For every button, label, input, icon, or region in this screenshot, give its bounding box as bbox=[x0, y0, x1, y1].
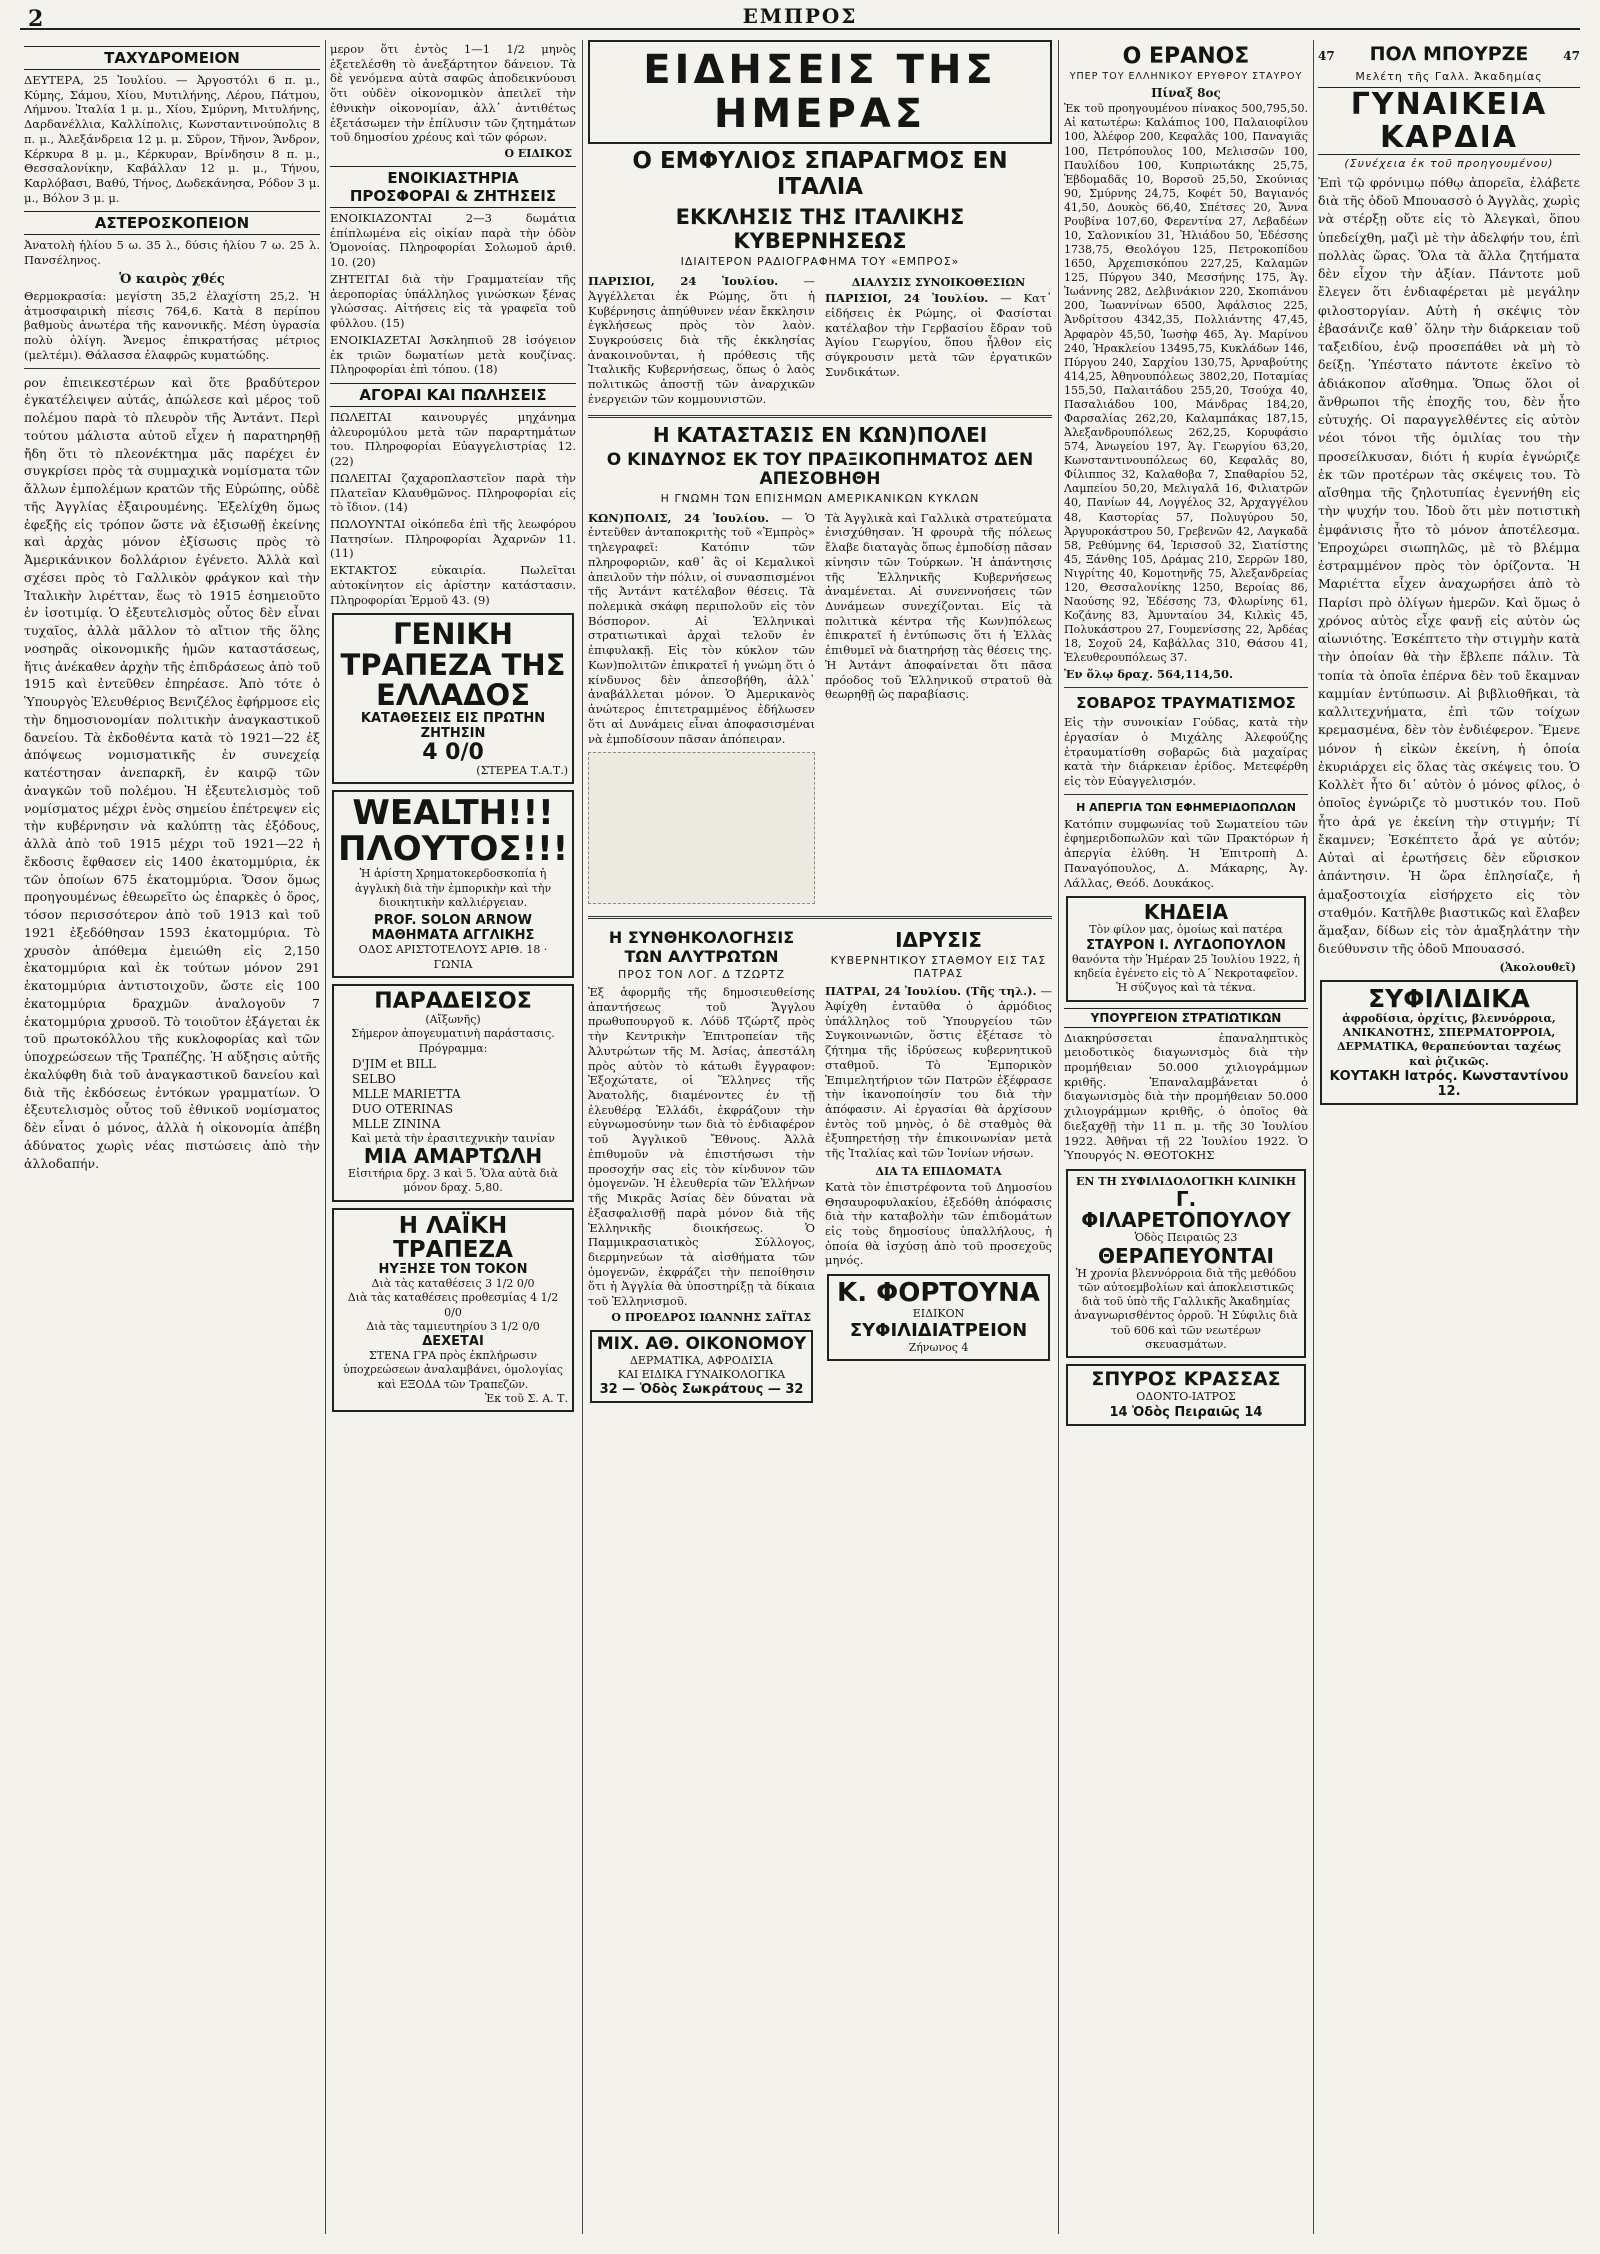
serial-to-be-continued: (Ἀκολουθεῖ) bbox=[1499, 960, 1576, 974]
classified-ad: ΠΩΛΟΥΝΤΑΙ οἰκόπεδα ἐπὶ τῆς λεωφόρου Πατησίων. Πληροφορίαι Ἀχαρνῶν 11. (11) bbox=[330, 516, 576, 561]
clinic-treats: ΘΕΡΑΠΕΥΟΝΤΑΙ bbox=[1098, 1243, 1274, 1268]
radiogram-subtitle: ΙΔΙΑΙΤΕΡΟΝ ΡΑΔΙΟΓΡΑΦΗΜΑ ΤΟΥ «ΕΜΠΡΟΣ» bbox=[680, 255, 960, 269]
paradise-text: Σήμερον ἀπογευματινὴ παράστασις. Πρόγραμμα: bbox=[351, 1027, 555, 1055]
fundraiser-total: Ἐν ὅλῳ δραχ. 564,114,50. bbox=[1064, 667, 1233, 682]
article-signature: Ο ΕΙΔΙΚΟΣ bbox=[504, 147, 572, 161]
venereal-text: ἀφροδίσια, ὀρχίτις, βλεννόρροια, ΑΝΙΚΑΝΟΤΗΣ, ΣΠΕΡΜΑΤΟΡΡΟΙΑ, ΔΕΡΜΑΤΙΚΑ, θεραπεύονται ταχέως καὶ ῥιζικῶς. bbox=[1336, 1011, 1562, 1068]
paradise-ad bbox=[332, 984, 574, 1202]
program-item: MLLE ZININA bbox=[352, 1116, 441, 1131]
doctor-specialty: ΔΕΡΜΑΤΙΚΑ, ΑΦΡΟΔΙΣΙΑ ΚΑΙ ΕΙΔΙΚΑ ΓΥΝΑΙΚΟΛΟΓΙΚΑ bbox=[617, 1353, 786, 1381]
dateline: ΠΑΤΡΑΙ, 24 Ἰουλίου. (Τῆς τηλ.). bbox=[825, 984, 1037, 999]
paradise-title: ΠΑΡΑΔΕΙΣΟΣ bbox=[374, 988, 532, 1014]
wealth-professor: PROF. SOLON ARNOW ΜΑΘΗΜΑΤΑ ΑΓΓΛΙΚΗΣ bbox=[371, 913, 535, 944]
paradise-subtitle: (Αἴξωνῆς) bbox=[425, 1012, 481, 1026]
observatory-text: Ἀνατολὴ ἡλίου 5 ω. 35 λ., δύσις ἡλίου 7 ω. 25 λ. Πανσέληνος. bbox=[24, 238, 320, 268]
story-text: Τὰ Ἀγγλικὰ καὶ Γαλλικὰ στρατεύματα ἐνισχύθησαν. Ἡ φρουρὰ τῆς πόλεως ἔλαβε διαταγὰς ὅπως ἐμποδίσῃ πᾶσαν κίνησιν τῶν Τούρκων. Ἡ ἀπάντησις τῆς Ἑλληνικῆς Κυβερνήσεως ἀναμένεται. Αἱ συνεννοήσεις τῶν Δυνάμεων συνεχίζονται. Εἰς τὰ πολιτικὰ κέντρα τῆς Κων)πόλεως ἐπικρατεῖ ἡ ἐντύπωσις ὅτι ἡ Ἑλλὰς ἐπιθυμεῖ νὰ διατηρήσῃ τὰς θέσεις της. Ἡ Ἀντάντ ἀποφαίνεται ὅτι πᾶσα πρόοδος τοῦ Ἑλληνικοῦ στρατοῦ θὰ θεωρηθῇ ὡς παραβίασις. bbox=[825, 510, 1052, 702]
patras-subtitle: ΚΥΒΕΡΝΗΤΙΚΟΥ ΣΤΑΘΜΟΥ ΕΙΣ ΤΑΣ ΠΑΤΡΑΣ bbox=[830, 954, 1047, 981]
serial-author: ΠΟΛ ΜΠΟΥΡΖΕ bbox=[1369, 43, 1529, 65]
dentist-title: ΟΔΟΝΤΟ-ΙΑΤΡΟΣ bbox=[1136, 1390, 1236, 1404]
news-of-the-day bbox=[588, 40, 1052, 2234]
post-office-text: ΔΕΥΤΕΡΑ, 25 Ἰουλίου. — Ἀργοστόλι 6 π. μ., Κύμης, Σάμου, Χίου, Μυτιλήνης, Λέρου, Πάτμου, Λήμνου. Ἰταλία 1 μ. μ., Χίου, Σμύρνη, Μιτυλήνης, Δαρδανέλλια, Καλλίπολις, Κωνσταντινούπολις 8 π. μ., Ἀλεξάνδρεια 12 μ. μ. Σῦρον, Τῆνον, Ἄνδρον, Κέρκυρα 8 μ. μ., Κέρκυραν, Βρίνδησιν 8 π. μ., Θεσσαλονίκην, Καβάλλαν 12 μ. μ., Τήνου, Καρλόβασι, Βαθύ, Τήνος, Δωδεκάνησα, Ρόδον 3 μ. μ., Βόλον 3 μ. μ. bbox=[24, 73, 320, 205]
program-item: MLLE MARIETTA bbox=[352, 1086, 461, 1101]
headline-founding: ΙΔΡΥΣΙΣ bbox=[895, 928, 982, 953]
popular-bank-signature: Ἐκ τοῦ Σ. Α. Τ. bbox=[484, 1392, 568, 1406]
story-text: — Κατ᾽ εἰδήσεις ἐκ Ρώμης, οἱ Φασίσται κατέλαβον τὴν Γερβασίου ἔδραν τοῦ Ἀγίου Γεωργίου, ὅπου ἦλθον εἰς σύγκρουσιν μετὰ τῶν ἐργατικῶν Συνδικάτων. bbox=[825, 291, 1052, 379]
general-bank-signature: (ΣΤΕΡΕΑ Τ.Α.Τ.) bbox=[476, 763, 568, 777]
general-bank-rate: 4 0/0 bbox=[422, 739, 484, 765]
classified-ad: ΠΩΛΕΙΤΑΙ ζαχαροπλαστεῖον παρὰ τὴν Πλατεῖαν Κλαυθμῶνος. Πληροφορίαι εἰς τὸ ἴδιον. (14) bbox=[330, 470, 576, 515]
program-item: SELBO bbox=[352, 1071, 396, 1086]
column-5 bbox=[1064, 40, 1308, 2234]
economy-article-text: ρον ἐπιεικεστέρων καὶ ὅτε βραδύτερον ἐγκατέλειψεν αὐτάς, ἀπώλεσε καὶ μέρος τοῦ πολέμου παρὰ τὸ πλευρὸν τῆς Ἀντάντ. Περὶ τούτου μάλιστα αὐτοῦ εἶχεν ἡ παρατηρηθῇ ἤδη ὅτι τὸ πλεονέκτημα μᾶς παρέχει ἐν συγκρίσει πρὸς τὰ συμμαχικὰ νομίσματα τῶν ἄλλων ἐμπολέμων κρατῶν τῆς Εὐρώπης, οὐδὲ τῆς Ἀγγλίας ἐξαιρουμένης. Ἐξελίχθη ὅμως ἐφεξῆς εἰς τρόπον ὥστε νὰ ἐξισωθῇ ἐκείνης καὶ ἀρχὰς μόνον ἐξίσωσις πρὸς τὸ Ἀμερικάνικον δολλάριον ἐγένετο. Ἀλλὰ καὶ σχέσει πρὸς τὸ Γαλλικὸν φράγκον καὶ τὴν Ἰταλικὴν λιρέτταν, ἕως τὸ 1915 ἐσημειοῦτο ἐν ἰσοτιμίᾳ. Ὁ ἐξευτελισμὸς οὗτος δὲν εἶναι τυχαῖος, ἀλλὰ μᾶλλον τὸ αἴτιον τῆς ὅλης νοσηρᾶς οἰκονομικῆς ἡμῶν καταστάσεως, ἥτις ἀνέκαθεν ἀρχὴν τῆς ἐπιδράσεως ἀπὸ τοῦ 1915 καὶ ἐντεῦθεν ἐπηρέασε. Ἀπὸ τότε ὁ Ὑπουργὸς Ἐλευθέριος Βενιζέλος ἐφήρμοσε εἰς τὴν δημοσιονομίαν πολιτικὴν ἀναγκαστικοῦ δανείου. Τὰ ἐκδοθέντα κατὰ τὸ 1921—22 ἐξ ἀπόψεως νομισματικῆς ἐν συνεχείᾳ κατέστησαν ἀνεπαρκῆ, ἐν καιρῷ τῶν ἀναγκῶν τοῦ πολέμου. Ἡ ἐξευτελισμὸς τοῦ νομίσματος μέχρι ἑνὸς σημείου ἐπέτρεψεν εἰς τὴν κυβέρνησιν νὰ καλύπτῃ τὰς ἐξόδους, ἀλλὰ ἀπὸ τοῦ 1915 μέχρι τοῦ 1921—22 ἡ ἔκδοσις ἔφθασεν εἰς 1400 ἑκατομμύρια, ἐκ τῶν ὁποίων 675 ἑκατομμύρια. Ὅσον ὅμως προηγουμένως ἐθεωρεῖτο ὡς ἐπαρκὲς ὁ ὅρος, τόσον περισσότερον ἀπὸ τοῦ 1913 καὶ τοῦ 1921 ἐξεδόθησαν 1593 ἑκατομμύρια. Τὸ χρυσὸν ἀπόθεμα ἐμειώθη εἰς 2,150 ἑκατομμύρια καὶ ἐκ τούτων μόνον 291 ἑκατομμύρια ἀντιστοιχοῦν, ὥστε εἰς 100 ἑκατομμύρια δραχμῶν ἀναλογοῦν 7 ἑκατομμύρια χρυσοῦ. Τὸ τοιοῦτον ἐξάγεται ἐκ τοῦ πρωτοκόλλου τῆς κυκλοφορίας καὶ τῶν ὑποχρεώσεων τῆς Τραπέζης. Ἡ αὔξησις αὐτῆς ἐκαλύφθη διὰ τοῦ ἀναγκαστικοῦ δανείου καὶ διὰ τῆς ἐκδόσεως ἐντόκων γραμματίων. Ὁ ἐξευτελισμὸς οὗτος τοῦ ἐθνικοῦ νομίσματος δὲν εἶναι ὁ μόνος, ἀλλὰ ἡ οἰκονομία ἀπέβη ἀδύνατος χωρὶς νέας πιστώσεις ἀπὸ τὴν ἀλλοδαπήν. bbox=[24, 374, 320, 1171]
dentist-ad bbox=[1066, 1364, 1306, 1425]
story-text: — Ἀγγέλλεται ἐκ Ρώμης, ὅτι ἡ Κυβέρνησις ἀπηύθυνεν νέαν ἔκκλησιν ἐγκλήσεως πρὸς τὸν λαὸν. Συγκρούσεις διὰ τῆς ἐκκλησίας ἀνακοινοῦνται, ἡ πρόθεσις τῆς Ἰταλικῆς Κυβερνήσεως, ὅπως ὁ λαὸς πολιτικῶς ἀποστῇ τῶν ἀναρχικῶν ἐνεργειῶν τῶν κομμουνιστῶν. bbox=[588, 274, 815, 406]
american-circles-subtitle: Η ΓΝΩΜΗ ΤΩΝ ΕΠΙΣΗΜΩΝ ΑΜΕΡΙΚΑΝΙΚΩΝ ΚΥΚΛΩΝ bbox=[660, 491, 980, 505]
headline-italy-government: ΕΚΚΛΗΣΙΣ ΤΗΣ ΙΤΑΛΙΚΗΣ ΚΥΒΕΡΝΗΣΕΩΣ bbox=[675, 204, 965, 254]
funeral-detail: θανόντα τὴν Ἡμέραν 25 Ἰουλίου 1922, ἡ κηδεία ἐγένετο εἰς τὸ Α΄ Νεκροταφεῖον. Ἡ σύζυγος καὶ τὰ τέκνα. bbox=[1072, 952, 1300, 995]
news-columns bbox=[588, 272, 1052, 408]
fundraiser-list: Ἐκ τοῦ προηγουμένου πίνακος 500,795,50. Αἱ κατωτέρω: Καλάπιος 100, Παλαιοφίλου 100, Ἀλέφορ 200, Κεφαλᾶς 100, Παναγιᾶς 100, Πετρόπουλος 100, Μελισσῶν 100, Παυλίδου 100, Κυπριωτάκης 25,75, Ἐβδομαδᾶς 10, Βορσοῦ 25,50, Σκούνιας 90, Σμύρνης 24,75, Κοφέτ 50, Βαγιανός 41,50, Δουκὸς 66,40, Σπέτσες 20, Ἄννα Ρουβίνα 107,60, Φερεντίνα 27, Λεβαδέων 10, Σαλονικίου 31, Ἠλιάδου 50, Ἐδέσσης 1738,75, Θεολόγου 125, Πετροκοπίδου 1650, Ἀρχεπισκόπου 227,25, Καλαμῶν 125, Πύργου 340, Μεσσήνης 175, Ἁγ. Ἰωάννης 282, Δελβινάκιον 220, Σκοπιάνου 200, Ἰωαννίνων 6500, Ἀφάλσιος 225, Ἀνδρίτσου 4342,35, Πολλιάντης 47,45, Ἀρφαρὸν 45,50, Ἰωσὴφ 465, Ἁγ. Μαρίνου 240, Ἡρακλείου 13495,75, Κυκλάδων 146, Πύργου 240, Σαρχίου 130,75, Ἀρναβούτης 414,25, Ἀθηνουπόλεως 3802,20, Ποταμίας 155,50, Παλαιτάδου 255,20, Τσούχα 40, Πασαλιάδου 100, Μάνδρας 184,20, Φαρσαλίας 262,20, Καλαμπάκας 187,15, Ἀλεξανδρουπόλεως 262,25, Κορυφάσιο 574, Ἀνωγείου 197, Ἁγ. Γεωργίου 63,20, Κωνσταντινουπόλεως 60, Κεφαλᾶς 80, Φίλιππος 32, Καλαθοβα 7, Σπαθαρίου 52, Λαμπείου 50,20, Μελιγαλᾶ 16, Φιλιατρῶν 40, Πανίων 44, Λογγέλος 32, Ἀρχαγγέλου 48, Καστορίας 57, Πολυγύρου 50, Ἀργυροκάστρου 50, Γρεβενῶν 42, Λαγκαδᾶ 58, Ρεθύμνης 64, Ἱερισσοῦ 32, Σιατίστης 45, Ξάνθης 105, Δράμας 210, Σερρῶν 180, Νιγρίτης 40, Κομοτηνῆς 75, Ἀλεξανδρείας 120, Θεσσαλονίκης 1250, Βεροίας 86, Ναούσης 92, Ἐδέσσης 73, Φλωρίνης 61, Κοζάνης 83, Ἀμυνταίου 34, Κιλκὶς 45, Πολυκάστρου 27, Γουμενίσσης 22, Ἀρδέας 18, Σοχοῦ 24, Καβάλλας 310, Θάσου 41, Ἐλευθερουπόλεως 37. bbox=[1064, 102, 1308, 665]
separator bbox=[588, 916, 1052, 919]
headline-unredeemed: Η ΣΥΝΘΗΚΟΛΟΓΗΣΙΣ ΤΩΝ ΑΛΥΤΡΩΤΩΝ bbox=[608, 928, 795, 966]
observatory-heading: ΑΣΤΕΡΟΣΚΟΠΕΙΟΝ bbox=[24, 211, 320, 235]
venereal-ad bbox=[1320, 980, 1578, 1105]
popular-bank-subtitle: ΗΥΞΗΣΕ ΤΟΝ ΤΟΚΟΝ bbox=[378, 1262, 528, 1277]
story-text: — Ὁ ἐντεῦθεν ἀνταποκριτὴς τοῦ «Ἐμπρὸς» τηλεγραφεῖ: Κατόπιν τῶν πληροφοριῶν, καθ᾽ ἃς οἱ Κεμαλικοὶ ἀπειλοῦν τὴν πόλιν, οἱ συνασπισμένοι τῆς Ἀντάντ κατέλαβον θέσεις. Τὰ πολεμικὰ σκάφη περιπολοῦν εἰς τὸν Βόσπορον. Αἱ Ἑλληνικαὶ στρατιωτικαὶ ἀρχαὶ τελοῦν ἐν ἐπιφυλακῇ. Εἰς τὸν κύκλον τῶν Κων)πολιτῶν ἐπικρατεῖ ἡ γνώμη ὅτι ὁ κίνδυνος δὲν ἀπεσοβήθη, ἀλλ᾽ ἀναβάλλεται μόνον. Ὁ Ἀμερικανὸς ἀνώτερος ἐπιτετραμμένος ἐδήλωσεν ὅτι αἱ Δυνάμεις εἶναι ἀποφασισμέναι νὰ ἐμποδίσουν πᾶσαν ἀπόπειραν. bbox=[588, 510, 815, 746]
column-2 bbox=[330, 40, 576, 2234]
fundraiser-title: Ο ΕΡΑΝΟΣ bbox=[1122, 44, 1250, 69]
column-6-serial bbox=[1318, 40, 1580, 2234]
separator bbox=[588, 415, 1052, 418]
market-heading: ΑΓΟΡΑΙ ΚΑΙ ΠΩΛΗΣΕΙΣ bbox=[330, 383, 576, 407]
headline-constantinople: Η ΚΑΤΑΣΤΑΣΙΣ ΕΝ ΚΩΝ)ΠΟΛΕΙ bbox=[652, 422, 988, 447]
story-heading: ΔΙΑΛΥΣΙΣ ΣΥΝΟΙΚΟΘΕΣΙΩΝ bbox=[851, 276, 1026, 290]
paradise-prices: Εἰσιτήρια δρχ. 3 καὶ 5. Ὅλα αὐτὰ διὰ μόνον δραχ. 5,80. bbox=[348, 1167, 558, 1195]
page-number: 2 bbox=[28, 6, 44, 32]
funeral-notice bbox=[1066, 896, 1306, 1001]
classified-ad: ΕΚΤΑΚΤΟΣ εὐκαιρία. Πωλεῖται αὐτοκίνητον εἰς ἀρίστην κατάστασιν. Πληροφορίαι Ἑρμοῦ 43. (9) bbox=[330, 563, 576, 607]
strike-heading: Η ΑΠΕΡΓΙΑ ΤΩΝ ΕΦΗΜΕΡΙΔΟΠΩΛΩΝ bbox=[1076, 800, 1296, 814]
dateline: ΠΑΡΙΣΙΟΙ, 24 Ἰουλίου. bbox=[825, 291, 989, 306]
fortuna-ad bbox=[827, 1274, 1050, 1361]
doctor-address: 32 — Ὁδὸς Σωκράτους — 32 bbox=[599, 1382, 804, 1398]
ministry-heading: ΥΠΟΥΡΓΕΙΟΝ ΣΤΡΑΤΙΩΤΙΚΩΝ bbox=[1064, 1008, 1308, 1028]
popular-bank-rate: Διὰ τὰς ταμιευτηρίου 3 1/2 0/0 bbox=[366, 1319, 540, 1333]
venereal-address: ΚΟΥΤΑΚΗ Ιατρός. Κωνσταντίνου 12. bbox=[1329, 1069, 1569, 1100]
popular-bank-rate: Διὰ τὰς καταθέσεις προθεσμίας 4 1/2 0/0 bbox=[347, 1291, 559, 1319]
blurred-area bbox=[588, 752, 815, 904]
column-divider bbox=[582, 40, 583, 2234]
fortuna-clinic: ΣΥΦΙΛΙΔΙΑΤΡΕΙΟΝ bbox=[849, 1319, 1028, 1341]
doctor-ad bbox=[590, 1330, 813, 1403]
fundraiser-subtitle: ΥΠΕΡ ΤΟΥ ΕΛΛΗΝΙΚΟΥ ΕΡΥΘΡΟΥ ΣΤΑΥΡΟΥ bbox=[1069, 71, 1303, 83]
serial-credit: Μελέτη τῆς Γαλλ. Ἀκαδημίας bbox=[1355, 69, 1543, 83]
headline-coup-danger: Ο ΚΙΝΔΥΝΟΣ ΕΚ ΤΟΥ ΠΡΑΞΙΚΟΠΗΜΑΤΟΣ ΔΕΝ ΑΠΕΣΟΒΗΘΗ bbox=[606, 449, 1034, 490]
column-divider bbox=[1313, 40, 1314, 2234]
column-1 bbox=[24, 40, 320, 2234]
clinic-ad bbox=[1066, 1169, 1306, 1358]
program-item: DUO OTERINAS bbox=[352, 1101, 454, 1116]
wealth-text: Ἡ ἀρίστη Χρηματοκερδοσκοπία ἡ ἀγγλικὴ διὰ τὴν ἐμπορικὴν καὶ τὴν διοικητικὴν καλλιέργειαν. bbox=[354, 867, 552, 909]
general-bank-ad bbox=[332, 613, 574, 784]
popular-bank-text: ΣΤΕΝΑ ΓΡΑ πρὸς ἐκπλήρωσιν ὑποχρεώσεων ἀναλαμβάνει, ὁμολογίας καὶ ΕΞΟΔΑ τῶν Τραπεζῶν. bbox=[343, 1349, 563, 1391]
funeral-heading: ΚΗΔΕΙΑ bbox=[1143, 900, 1229, 925]
funeral-name: ΣΤΑΥΡΟΝ Ι. ΛΥΓΔΟΠΟΥΛΟΝ bbox=[1086, 937, 1286, 953]
classified-ad: ΠΩΛΕΙΤΑΙ καινουργές μηχάνημα ἀλευρομύλου μετὰ τῶν παραρτημάτων του. Πληροφορίαι Εὐαγγελιστρίας 12. (22) bbox=[330, 409, 576, 469]
news-columns bbox=[588, 925, 1052, 1409]
headline-italy: Ο ΕΜΦΥΛΙΟΣ ΣΠΑΡΑΓΜΟΣ ΕΝ ΙΤΑΛΙΑ bbox=[632, 148, 1008, 201]
news-columns bbox=[588, 509, 1052, 911]
popular-bank-ad bbox=[332, 1208, 574, 1413]
story-text: Ἐξ ἀφορμῆς τῆς δημοσιευθείσης ἀπαντήσεως τοῦ Ἄγγλου πρωθυπουργοῦ κ. Λόϋδ Τζώρτζ πρὸς τὴν Κεντρικὴν Ἐπιτροπείαν τῆς Ἀλυτρώτων τῆς Μ. Ἀσίας, ἀπεστάλη πρὸς αὐτὸν τὸ κάτωθι ἔγγραφον: Ἐξοχώτατε, οἱ Ἕλληνες τῆς Ἀνατολῆς, διαμένοντες ἐν τῇ ἐλευθέρᾳ Ἑλλάδι, ἐκφράζουν τὴν εὐγνωμοσύνην των διὰ τὸ ἐνδιαφέρον τοῦ Ἀγγλικοῦ Ἔθνους. Ἀλλὰ ἐπιθυμοῦν νὰ ἐπιστήσωσι τὴν προσοχήν σας εἰς τὸν κίνδυνον τῶν ὁμογενῶν. Ἡ ἐλευθερία τῶν Ἑλλήνων τῆς Μικρᾶς Ἀσίας δὲν δύναται νὰ ἐξασφαλισθῇ παρὰ μόνον διὰ τῆς Ἑλληνικῆς διοικήσεως. Ὁ Παμμικρασιατικὸς Σύλλογος, διερμηνεύων τὰ αἰσθήματα τῶν ὁμογενῶν, ἐκφράζει τὴν πεποίθησιν ὅτι ἡ Ἀγγλία θὰ ὑποστηρίξῃ τὰ δίκαια τοῦ Ἑλληνισμοῦ. bbox=[588, 985, 815, 1309]
serial-text: Ἐπὶ τῷ φρόνιμῳ πόθῳ ἀπορεῖα, ἐλάβετε διὰ τῆς ὁδοῦ Μπουασσὸ ὁ Ἀγγλὰς, χωρὶς νὰ στέρξῃ οὔτε εἰς τὸ Ἀλεγκαὶ, ὅπου ὑπεδείχθη, μαζὶ μὲ τὴν ἀδελφήν του, ἐπὶ πολλὰς ὥρας. Ὅλα τὰ ἄλλα ζητήματα δὲν εἶχον τὴν ἀξίαν. Πάντοτε μοῦ ἔλεγεν ὅτι ἐνδιαφέρεται μὲ μεγάλην φιλοστοργίαν. Αὐτὴ ἡ σκέψις τὸν ἐβασάνιζε καθ᾽ ὅλην τὴν διάρκειαν τοῦ ταξειδίου, ἐνῷ προσεπάθει νὰ μὴ τὸ δείξῃ. Ὑπέστατο πάντοτε ἐκεῖνο τὸ ἀδιάκοπον αἴσθημα. Ὅπως ὅλοι οἱ ἄνθρωποι τῆς ἐποχῆς του, δὲν ἦτο εὐτυχής. Οἱ παραγγελθέντες εἰς αὐτὸν νέοι τόνοι τῆς ὁμιλίας του τὴν προσείλκυσαν, διότι ἡ κυρία ἐγνώριζε ἐκ τῶν προτέρων τὰς σκέψεις του. Τὸ αἴσθημα τῆς ζηλοτυπίας ἐγεννήθη εἰς τὴν ψυχήν του. Ἰδοὺ ὅτι μὲν ποτιστικὴ ἐμφάνισις ἦτο τὸ μόνον ἀποτέλεσμα. Ἐπροχώρει σιωπηλῶς, μὲ τὸ βλέμμα ἐστραμμένον πρὸς τὸν ὁρίζοντα. Ἡ Μαριέττα εἶχεν ἀναχωρήσει ἀπὸ τὸ Παρίσι πρὸ ὀλίγων ἡμερῶν. Καὶ ὅμως ὁ χρόνος αὐτὸς εἶχε φανῇ εἰς αὐτὸν ὡς αἰωνιότης. Ἐσκέπτετο τὴν στιγμὴν κατὰ τὴν ὁποίαν θὰ τὴν ἔβλεπε πάλιν. Τὰ τοπία τὰ ὁποῖα ἐπέρνα δὲν τοῦ ἔκαμναν καμμίαν ἐντύπωσιν. Αἱ βιβλιοθῆκαι, τὰ καλλιτεχνήματα, ἐπὶ τῶν τοίχων κρεμασμένα, δὲν τὸν ἐνδιέφερον. Ἔμενε μόνον ἡ εἰκὼν ἐκείνη, ἡ ὁποία ἐκυριάρχει εἰς ὅλας τὰς σκέψεις του. Ὁ Κολλὲτ ἦτο δι᾽ αὐτὸν ὁ μόνος φίλος, ὁ ὁποῖος ἐγνώριζε τὸ μυστικόν του. Ποῦ ἦτο ἀρά γε ἐκείνη τὴν στιγμήν; Τί ἔκαμνεν; Ἐσκέπτετο ἆρά γε αὐτόν; Αὐταὶ αἱ ἐρωτήσεις δὲν εὕρισκον ἀπάντησιν. Ἡ ὥρα ἐπλησίαζε, ἡ ἁμαξοστοιχία εἰσήρχετο εἰς τὸν σταθμόν. Κατῆλθε βιαστικῶς καὶ ἔλαβεν ἅμαξαν, δίδων εἰς τὸν ἁμαξηλάτην τὴν διεύθυνσιν τῆς ὁδοῦ Μπουασσό. bbox=[1318, 174, 1580, 957]
fortuna-address: Ζήνωνος 4 bbox=[908, 1340, 969, 1354]
story-signature: Ο ΠΡΟΕΔΡΟΣ ΙΩΑΝΝΗΣ ΣΑΪΤΑΣ bbox=[611, 1310, 811, 1324]
serial-title: ΓΥΝΑΙΚΕΙΑ ΚΑΡΔΙΑ bbox=[1318, 87, 1580, 155]
post-office-heading: ΤΑΧΥΔΡΟΜΕΙΟΝ bbox=[24, 46, 320, 70]
wealth-ad bbox=[332, 790, 574, 978]
wealth-title: WEALTH!!! ΠΛΟΥΤΟΣ!!! bbox=[338, 792, 569, 869]
fundraiser-list-label: Πίναξ 8ος bbox=[1151, 86, 1221, 101]
dentist-name: ΣΠΥΡΟΣ ΚΡΑΣΣΑΣ bbox=[1091, 1368, 1281, 1391]
header-rule bbox=[20, 28, 1580, 30]
popular-bank-rate: Διὰ τὰς καταθέσεις 3 1/2 0/0 bbox=[371, 1277, 535, 1290]
story-text: — Ἀφίχθη ἐνταῦθα ὁ ἀρμόδιος ὑπάλληλος τοῦ Ὑπουργείου τῶν Συγκοινωνιῶν, ὅστις ἐξέτασε τὸ ζήτημα τῆς ἱδρύσεως κυβερνητικοῦ σταθμοῦ. Τὸ Ἐμπορικὸν Ἐπιμελητήριον τῶν Πατρῶν ἐξέφρασε τὴν ἱκανοποίησίν του διὰ τὴν ἀπόφασιν. Αἱ ἐργασίαι θὰ ἀρχίσουν ἐντὸς τοῦ μηνὸς, ὁ δὲ σταθμὸς θὰ ἐξυπηρετήσῃ τὴν ἐπικοινωνίαν μετὰ τῆς Ἰταλίας καὶ τῶν Ἰονίων νήσων. bbox=[825, 984, 1052, 1161]
clinic-pre: ΕΝ ΤΗ ΣΥΦΙΛΙΔΟΛΟΓΙΚΗ ΚΛΙΝΙΚΗ bbox=[1075, 1174, 1297, 1188]
strike-text: Κατόπιν συμφωνίας τοῦ Σωματείου τῶν ἐφημεριδοπωλῶν καὶ τῶν Πρακτόρων ἡ ἀπεργία ἐλύθη. Ἡ Ἐπιτροπὴ Δ. Παναγόπουλος, Δ. Μάκαρης, Ἀγ. Λάλλας, Θεόδ. Δουκάκος. bbox=[1064, 816, 1308, 890]
weather-text: Θερμοκρασία: μεγίστη 35,2 ἐλαχίστη 25,2. Ἡ ἀτμοσφαιρικὴ πίεσις 764,6. Κατὰ 8 περίπου βαθμοὺς ἀνωτέρα τῆς κανονικῆς. Μέση ὑγρασία πολὺ ὀλίγη. Ἄνεμος ἐπικρατήσας μέτριος (μελτέμι). Θάλασσα ἐλαφρῶς κυματώδης. bbox=[24, 288, 320, 362]
classified-ad: ΕΝΟΙΚΙΑΖΕΤΑΙ Ἀσκληπιοῦ 28 ἰσόγειον ἐκ τριῶν δωματίων μετὰ κουζίνας. Πληροφορίαι ἐπὶ τόπου. (18) bbox=[330, 332, 576, 377]
popular-bank-accepts: ΔΕΧΕΤΑΙ bbox=[422, 1334, 484, 1350]
injury-heading: ΣΟΒΑΡΟΣ ΤΡΑΥΜΑΤΙΣΜΟΣ bbox=[1076, 694, 1296, 713]
fortuna-subtitle: ΕΙΔΙΚΟΝ bbox=[912, 1307, 965, 1321]
masthead: ΕΜΠΡΟΣ bbox=[742, 4, 858, 28]
injury-text: Εἰς τὴν συνοικίαν Γούδας, κατὰ τὴν ἐργασίαν ὁ Μιχάλης Ἀλεφούζης ἐτραυματίσθη σοβαρῶς διὰ μαχαίρας κατὰ τὴν διάρκειαν ἐρίδος. Μετεφέρθη εἰς τὸν Εὐαγγελισμόν. bbox=[1064, 715, 1308, 789]
column-divider bbox=[325, 40, 326, 2234]
dentist-address: 14 Ὁδὸς Πειραιῶς 14 bbox=[1109, 1404, 1263, 1420]
wealth-address: ΟΔΟΣ ΑΡΙΣΤΟΤΕΛΟΥΣ ΑΡΙΘ. 18 · ΓΩΝΙΑ bbox=[358, 943, 548, 971]
clinic-text: Ἡ χρονία βλεννόρροια διὰ τῆς μεθόδου τῶν αὐτοεμβολίων καὶ ἀποκλειστικῶς διὰ τοῦ ὑπὸ τῆς Γαλλικῆς Ἀκαδημίας ἀναγνωρισθέντος ὀρροῦ. Ἡ Σύφιλις διὰ τοῦ 606 καὶ τῶν νεωτέρων σκευασμάτων. bbox=[1074, 1266, 1298, 1352]
story-heading: ΔΙΑ ΤΑ ΕΠΙΔΟΜΑΤΑ bbox=[875, 1164, 1002, 1178]
classifieds-heading: ΕΝΟΙΚΙΑΣΤΗΡΙΑ ΠΡΟΣΦΟΡΑΙ & ΖΗΤΗΣΕΙΣ bbox=[330, 166, 576, 208]
serial-number: 47 bbox=[1318, 49, 1335, 63]
classified-ad: ΕΝΟΙΚΙΑΖΟΝΤΑΙ 2—3 δωμάτια ἐπίπλωμένα εἰς οἰκίαν παρὰ τὴν ὁδὸν Ὁμονοίας. Πληροφορίαι Σολωμοῦ ἀριθ. 10. (20) bbox=[330, 211, 576, 270]
popular-bank-title: Η ΛΑΪΚΗ ΤΡΑΠΕΖΑ bbox=[393, 1212, 513, 1263]
dateline: ΠΑΡΙΣΙΟΙ, 24 Ἰουλίου. bbox=[588, 274, 779, 289]
separator bbox=[1064, 794, 1308, 795]
separator bbox=[24, 368, 320, 369]
clinic-name: Γ. ΦΙΛΑΡΕΤΟΠΟΥΛΟΥ bbox=[1081, 1187, 1291, 1233]
serial-header bbox=[1318, 40, 1580, 68]
news-banner bbox=[588, 40, 1052, 144]
paradise-note: Καὶ μετὰ τὴν ἐρασιτεχνικὴν ταινίαν bbox=[351, 1131, 555, 1145]
column-divider bbox=[1058, 40, 1059, 2234]
ministry-text: Διακηρύσσεται ἐπαναληπτικὸς μειοδοτικὸς διαγωνισμὸς διὰ τὴν προμήθειαν 50.000 χιλιογράμμων κριθῆς. Ἐπαναλαμβάνεται ὁ διαγωνισμὸς διὰ τὴν προμήθειαν 50.000 χιλιογράμμων κριθῆς, ὁ ὁποῖος θὰ διεξαχθῇ τὴν 11 π. μ. τῆς 30 Ἰουλίου 1922. Ἀθῆναι τῇ 22 Ἰουλίου 1922. Ὁ Ὑπουργός Ν. ΘΕΟΤΟΚΗΣ bbox=[1064, 1030, 1308, 1163]
clinic-address: Ὁδὸς Πειραιῶς 23 bbox=[1134, 1231, 1238, 1245]
economy-article-continuation: μερον ὅτι ἐντὸς 1—1 1/2 μηνὸς ἐξετελέσθη τὸ ἀνεξάρτητον δάνειον. Τὰ δὲ γενόμενα αὐτὰ σαφῶς ἀποδεικνύουσι ὅτι οὐδὲν οἰκονομικὸν ἀπειλεῖ τὴν ἐθνικὴν οἰκονομίαν, ἀλλ᾽ ἀντιθέτως ἐξετάσωμεν τὴν ἐπίλυσιν τῶν ζητημάτων τοῦ δημοσίου χρέους καὶ τῶν φόρων. bbox=[330, 42, 576, 145]
weather-heading: Ὁ καιρὸς χθές bbox=[119, 271, 225, 287]
general-bank-title: ΓΕΝΙΚΗ ΤΡΑΠΕΖΑ ΤΗΣ ΕΛΛΑΔΟΣ bbox=[340, 617, 566, 713]
separator bbox=[1064, 687, 1308, 688]
news-banner-title: ΕΙΔΗΣΕΙΣ ΤΗΣ ΗΜΕΡΑΣ bbox=[643, 47, 997, 137]
paradise-film: ΜΙΑ ΑΜΑΡΤΩΛΗ bbox=[363, 1144, 543, 1169]
classified-ad: ΖΗΤΕΙΤΑΙ διὰ τὴν Γραμματείαν τῆς ἀεροπορίας ὑπάλληλος γινώσκων ξένας γλώσσας. Αἰτήσεις εἰς τὰ γραφεῖα τοῦ φύλλου. (15) bbox=[330, 271, 576, 331]
venereal-title: ΣΥΦΙΛΙΔΙΚΑ bbox=[1368, 983, 1530, 1013]
serial-number: 47 bbox=[1563, 49, 1580, 63]
funeral-text: Τὸν φίλον μας, ὁμοίως καὶ πατέρα bbox=[1089, 923, 1283, 937]
serial-continued: (Συνέχεια ἐκ τοῦ προηγουμένου) bbox=[1344, 156, 1554, 170]
fortuna-name: Κ. ΦΟΡΤΟΥΝΑ bbox=[837, 1278, 1040, 1309]
lloyd-george-subtitle: ΠΡΟΣ ΤΟΝ ΛΟΓ. Δ ΤΖΩΡΤΖ bbox=[618, 968, 785, 981]
story-text: Κατὰ τὸν ἐπιστρέφοντα τοῦ Δημοσίου Θησαυροφυλακίου, ἐξεδόθη ἀπόφασις διὰ τὴν καταβολὴν τῶν ἐπιδομάτων εἰς τοὺς δημοσίους ὑπαλλήλους, ἡ ὁποία θὰ ἰσχύσῃ ἀπὸ τοῦ προσεχοῦς μηνός. bbox=[825, 1179, 1052, 1268]
general-bank-subtitle: ΚΑΤΑΘΕΣΕΙΣ ΕΙΣ ΠΡΩΤΗΝ ΖΗΤΗΣΙΝ bbox=[360, 710, 546, 741]
dateline: ΚΩΝ)ΠΟΛΙΣ, 24 Ἰουλίου. bbox=[588, 510, 769, 525]
doctor-name: ΜΙΧ. ΑΘ. ΟΙΚΟΝΟΜΟΥ bbox=[596, 1333, 807, 1354]
program-item: D'JIM et BILL bbox=[352, 1056, 436, 1071]
